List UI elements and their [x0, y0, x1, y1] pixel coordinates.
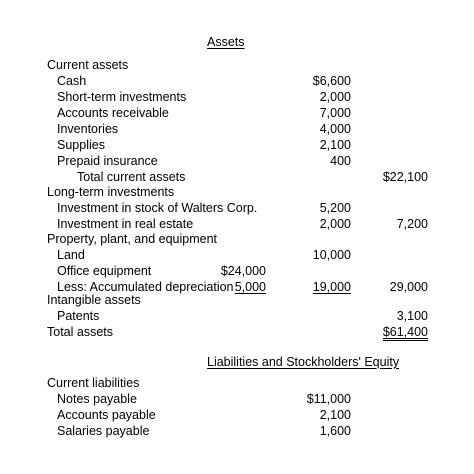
accounts-payable-amount: 2,100 — [319, 408, 351, 422]
office-equipment-label: Office equipment — [57, 264, 152, 278]
notes-payable-amount: $11,000 — [306, 392, 351, 406]
inventories-amount: 4,000 — [319, 122, 351, 136]
assets-heading: Assets — [207, 35, 245, 49]
real-estate-label: Investment in real estate — [57, 217, 194, 231]
walters-stock-amount: 5,200 — [319, 201, 351, 215]
total-current-assets-label: Total current assets — [77, 170, 186, 184]
short-term-investments-amount: 2,000 — [319, 90, 351, 104]
office-equipment-amount: $24,000 — [220, 264, 266, 278]
liabilities-equity-heading: Liabilities and Stockholders' Equity — [207, 355, 400, 369]
total-current-assets-amount: $22,100 — [382, 170, 428, 184]
current-liabilities-label: Current liabilities — [47, 376, 140, 390]
patents-label: Patents — [57, 309, 100, 323]
accumulated-depreciation-label: Less: Accumulated depreciation — [57, 280, 234, 294]
salaries-payable-label: Salaries payable — [57, 424, 150, 438]
short-term-investments-label: Short-term investments — [57, 90, 187, 104]
real-estate-amount: 2,000 — [319, 217, 351, 231]
land-label: Land — [57, 248, 85, 262]
ppe-label: Property, plant, and equipment — [47, 232, 218, 246]
accumulated-depreciation-amount: 5,000 — [234, 280, 266, 294]
cash-label: Cash — [57, 74, 87, 88]
intangible-assets-label: Intangible assets — [47, 293, 141, 307]
long-term-investments-total: 7,200 — [396, 217, 428, 231]
current-assets-label: Current assets — [47, 58, 129, 72]
patents-total: 3,100 — [396, 309, 428, 323]
office-equipment-net-amount: 19,000 — [312, 280, 351, 294]
total-assets-amount: $61,400 — [382, 325, 428, 339]
supplies-amount: 2,100 — [319, 138, 351, 152]
supplies-label: Supplies — [57, 138, 105, 152]
walters-stock-label: Investment in stock of Walters Corp. — [57, 201, 258, 215]
accounts-receivable-amount: 7,000 — [319, 106, 351, 120]
long-term-investments-label: Long-term investments — [47, 185, 175, 199]
land-amount: 10,000 — [312, 248, 351, 262]
notes-payable-label: Notes payable — [57, 392, 137, 406]
accounts-receivable-label: Accounts receivable — [57, 106, 169, 120]
prepaid-insurance-label: Prepaid insurance — [57, 154, 158, 168]
prepaid-insurance-amount: 400 — [330, 154, 351, 168]
salaries-payable-amount: 1,600 — [319, 424, 351, 438]
inventories-label: Inventories — [57, 122, 119, 136]
ppe-total: 29,000 — [389, 280, 428, 294]
total-assets-label: Total assets — [47, 325, 114, 339]
accounts-payable-label: Accounts payable — [57, 408, 156, 422]
cash-amount: $6,600 — [312, 74, 351, 88]
